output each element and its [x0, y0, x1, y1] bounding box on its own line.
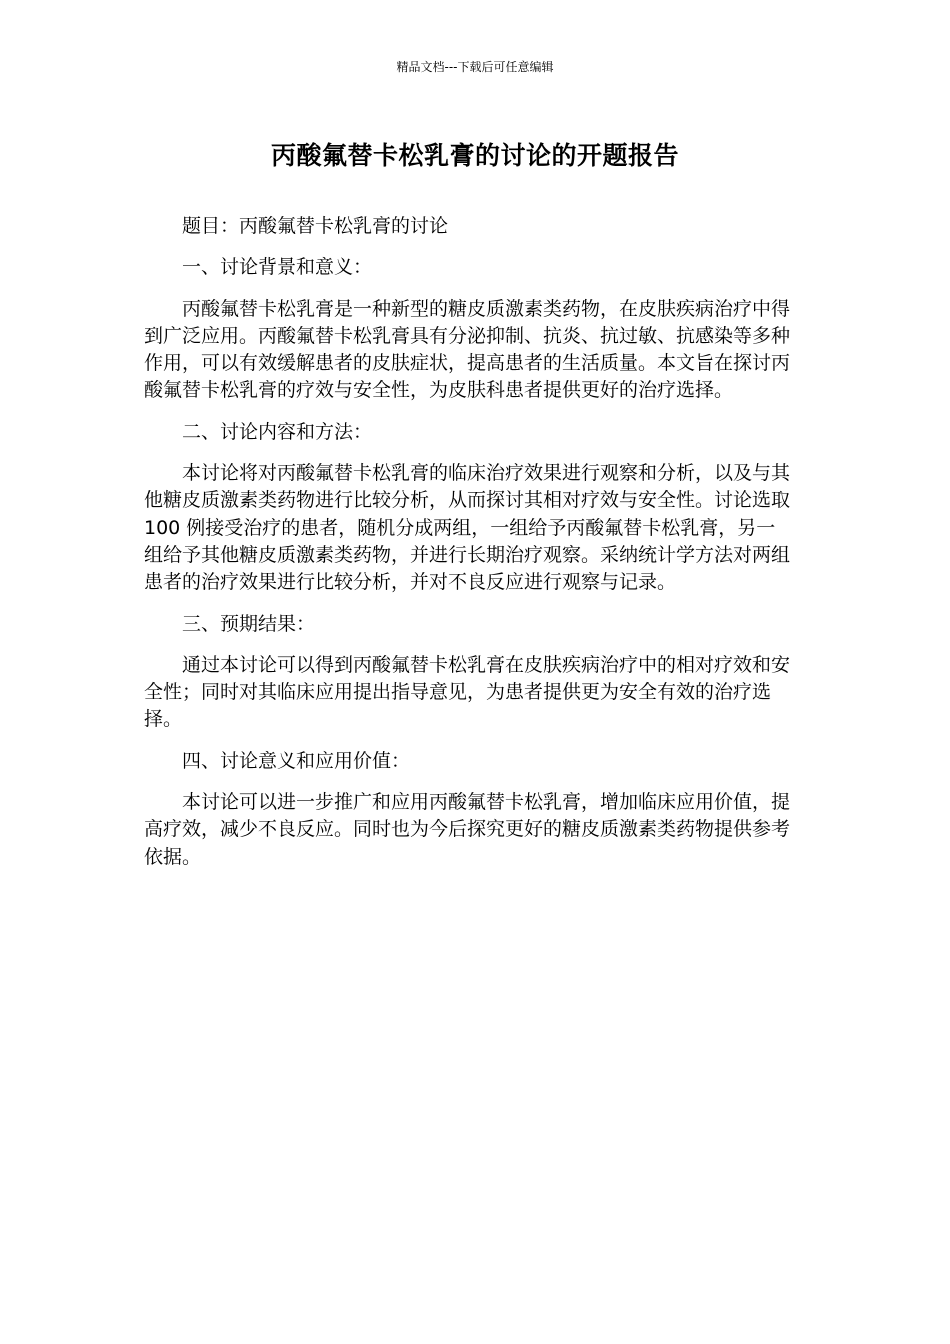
section-3-body: 通过本讨论可以得到丙酸氟替卡松乳膏在皮肤疾病治疗中的相对疗效和安全性；同时对其临床应用提出指导意见，为患者提供更为安全有效的治疗选择。	[144, 653, 791, 731]
section-3-heading: 三、预期结果：	[182, 612, 316, 635]
topic-line: 题目：丙酸氟替卡松乳膏的讨论	[182, 215, 449, 237]
section-4-heading: 四、讨论意义和应用价值：	[182, 749, 411, 772]
section-1-body: 丙酸氟替卡松乳膏是一种新型的糖皮质激素类药物，在皮肤疾病治疗中得到广泛应用。丙酸氟替卡松乳膏具有分泌抑制、抗炎、抗过敏、抗感染等多种作用，可以有效缓解患者的皮肤症状，提高患者的生活质量。本文旨在探讨丙酸氟替卡松乳膏的疗效与安全性，为皮肤科患者提供更好的治疗选择。	[144, 297, 791, 402]
section-2-heading: 二、讨论内容和方法：	[182, 420, 373, 443]
section-4-body: 本讨论可以进一步推广和应用丙酸氟替卡松乳膏，增加临床应用价值，提高疗效，减少不良反应。同时也为今后探究更好的糖皮质激素类药物提供参考依据。	[144, 791, 791, 868]
header-note: 精品文档---下载后可任意编辑	[396, 60, 554, 74]
document-body	[144, 213, 794, 885]
section-1-heading: 一、讨论背景和意义：	[182, 256, 373, 279]
document-title: 丙酸氟替卡松乳膏的讨论的开题报告	[270, 141, 679, 170]
section-2-body: 本讨论将对丙酸氟替卡松乳膏的临床治疗效果进行观察和分析，以及与其他糖皮质激素类药物进行比较分析，从而探讨其相对疗效与安全性。讨论选取 100 例接受治疗的患者，随机分成两组，一组给予丙酸氟替卡松乳膏，另一组给予其他糖皮质激素类药物，并进行长期治疗观察。采纳统计学方法对两组患者的治疗效果进行比较分析，并对不良反应进行观察与记录。	[144, 462, 791, 594]
